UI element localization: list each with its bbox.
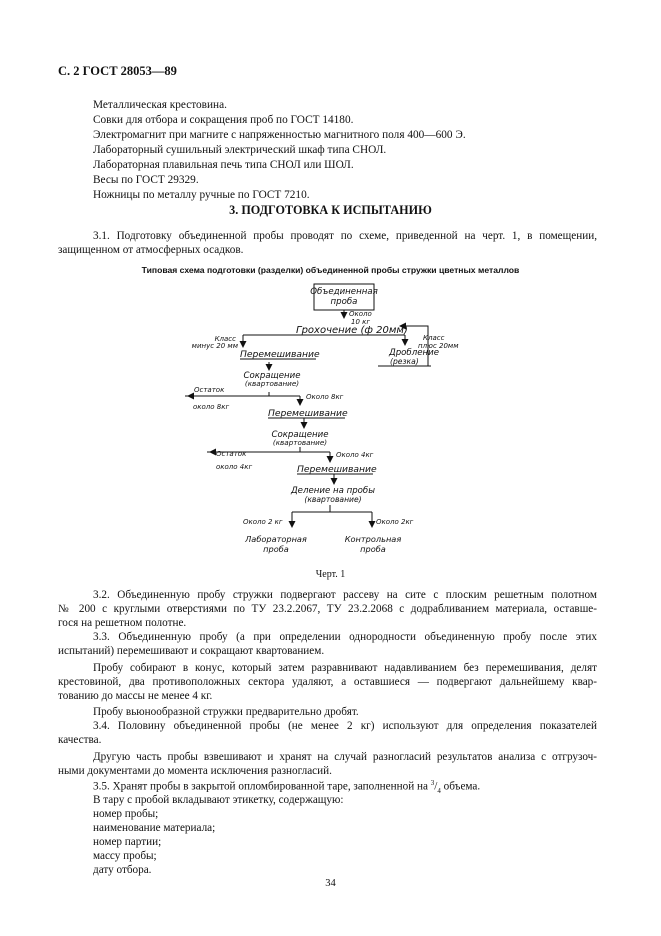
page-number: 34 (325, 878, 336, 889)
mixing-2-label: Перемешивание (268, 408, 348, 419)
label-item: массу пробы; (93, 850, 157, 862)
division-label: Деление на пробы (290, 486, 376, 496)
section-title: 3. ПОДГОТОВКА К ИСПЫТАНИЮ (229, 203, 432, 217)
equipment-item: Совки для отбора и сокращения проб по ГОСТ 14180. (93, 114, 354, 126)
plus-class-label: плюс 20мм (418, 342, 459, 350)
equipment-item: Лабораторная плавильная печь типа СНОЛ или ШОЛ. (93, 159, 354, 171)
equipment-item: Весы по ГОСТ 29329. (93, 174, 199, 186)
label-item: номер партии; (93, 836, 162, 848)
figure-label: Черт. 1 (315, 569, 346, 580)
combined-sample-label: проба (330, 297, 358, 307)
lab-sample-label: Лабораторная (245, 534, 307, 544)
paragraph-3-1-line: защищенном от атмосферных осадков. (58, 244, 244, 256)
plus-class-label: Класс (423, 334, 445, 342)
division-label: (квартование) (304, 495, 362, 504)
equipment-item: Электромагнит при магните с напряженностью магнитного поля 400—600 Э. (93, 129, 466, 141)
paragraph-3-2-line: № 200 с круглыми отверстиями по ТУ 23.2.2067, ТУ 23.2.2068 с додрабливанием материала, оставше- (58, 603, 597, 615)
page-header: С. 2 ГОСТ 28053—89 (58, 64, 177, 78)
paragraph-cone-line: Пробу собирают в конус, который затем разравнивают надавливанием без перемешивания, делят (93, 662, 597, 674)
about-10-label: Около (349, 310, 372, 318)
paragraph-other-line: ными документами до момента исключения разногласий. (58, 765, 332, 777)
paragraph-3-5: 3.5. Хранят пробы в закрытой опломбированной таре, заполненной на $^3/_4$ объема. (93, 779, 481, 795)
paragraph-3-4-line: 3.4. Половину объединенной пробы (не менее 2 кг) используют для определения показателей (93, 720, 597, 732)
diagram-title: Типовая схема подготовки (разделки) объединенной пробы стружки цветных металлов (141, 265, 520, 275)
mixing-1-label: Перемешивание (240, 349, 320, 360)
label-item: номер пробы; (93, 808, 159, 820)
paragraph-cone-line: тованию до массы не менее 4 кг. (58, 690, 213, 702)
paragraph-3-2-line: 3.2. Объединенную пробу стружки подвергают рассеву на сите с плоским решетным полотном (93, 589, 597, 601)
minus-class-label: Класс (214, 335, 236, 343)
paragraph-cone-line: крестовиной, два противоположных сектора удаляют, а оставшиеся — подвергают дальнейшему квар- (58, 676, 597, 688)
reduction-2-label: (квартование) (272, 438, 328, 447)
label-intro: В тару с пробой вкладывают этикетку, содержащую: (93, 794, 344, 806)
label-item: наименование материала; (93, 822, 216, 834)
residue-1-label: около 8кг (193, 403, 230, 411)
equipment-item: Лабораторный сушильный электрический шкаф типа СНОЛ. (93, 144, 387, 156)
paragraph-crush: Пробу вьюнообразной стружки предварительно дробят. (93, 706, 359, 718)
paragraph-3-4-line: качества. (58, 734, 102, 746)
control-sample-label: Контрольная (344, 534, 402, 544)
about-2-right-label: Около 2кг (376, 518, 414, 526)
combined-sample-label: Объединенная (310, 287, 378, 297)
about-8-label: Около 8кг (306, 393, 344, 401)
screening-label: Грохочение (ф 20мм) (296, 325, 408, 336)
fraction-denominator: 4 (437, 786, 441, 795)
paragraph-other-line: Другую часть пробы взвешивают и хранят на случай разногласий результатов анализа с отгрузоч- (93, 751, 597, 763)
reduction-1-label: Сокращение (243, 371, 301, 381)
about-2-left-label: Около 2 кг (243, 518, 283, 526)
reduction-2-label: Сокращение (271, 430, 329, 440)
crushing-label: (резка) (390, 357, 419, 366)
fraction-numerator: 3 (430, 779, 435, 787)
mixing-3-label: Перемешивание (297, 464, 377, 475)
reduction-1-label: (квартование) (244, 379, 300, 388)
equipment-item: Ножницы по металлу ручные по ГОСТ 7210. (93, 189, 310, 201)
crushing-label: Дробление (389, 348, 439, 358)
about-4-label: Около 4кг (336, 451, 374, 459)
label-item: дату отбора. (93, 864, 152, 876)
paragraph-3-3-line: 3.3. Объединенную пробу (а при определении однородности объединенную пробу после этих (93, 631, 597, 643)
control-sample-label: проба (360, 544, 386, 554)
about-10-label: 10 кг (351, 318, 371, 326)
paragraph-3-3-line: испытаний) перемешивают и сокращают квартованием. (58, 645, 325, 657)
equipment-item: Металлическая крестовина. (93, 99, 227, 111)
residue-2-label: Остаток (216, 450, 247, 458)
residue-1-label: Остаток (194, 386, 225, 394)
lab-sample-label: проба (263, 544, 289, 554)
paragraph-3-1-line: 3.1. Подготовку объединенной пробы проводят по схеме, приведенной на черт. 1, в помещении, (93, 230, 597, 242)
residue-2-label: около 4кг (216, 463, 253, 471)
paragraph-3-5-tail: объема. (443, 780, 481, 793)
minus-class-label: минус 20 мм (191, 342, 238, 350)
paragraph-3-5-text: 3.5. Хранят пробы в закрытой опломбированной таре, заполненной на (93, 780, 428, 793)
paragraph-3-2-line: гося на решетном полотне. (58, 617, 187, 629)
